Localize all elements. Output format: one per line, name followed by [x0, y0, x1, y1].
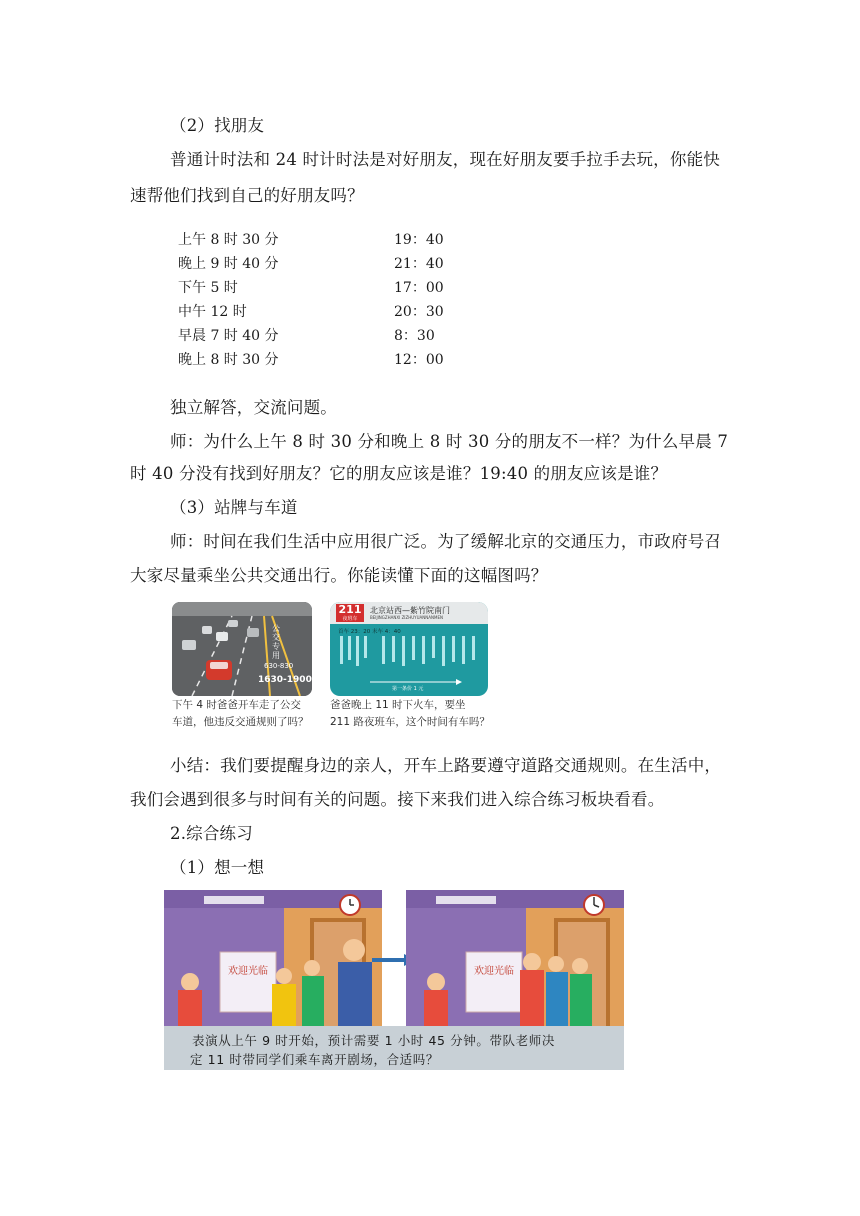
paragraph-summary-line-2: 我们会遇到很多与时间有关的问题。接下来我们进入综合练习板块看看。 — [130, 790, 665, 809]
heading-practice: 2.综合练习 — [170, 824, 253, 843]
pair-row — [178, 228, 458, 252]
bus-fare: 第一条价 1 元 — [392, 686, 424, 692]
time-pairs-table — [178, 228, 458, 372]
caption-road-line-2: 车道，他违反交通规则了吗？ — [172, 716, 309, 728]
heading-bus-sign: （3）站牌与车道 — [170, 498, 298, 517]
bus-stops-pinyin: BEIJINGZHANXI ZIZHUYUANNANMEN — [370, 615, 443, 620]
pair-row — [178, 300, 458, 324]
caption-bus-line-1: 爸爸晚上 11 时下火车，要坐 — [330, 699, 466, 711]
pair-left: 下午 5 时 — [178, 280, 238, 296]
pair-row — [178, 324, 458, 348]
paragraph-intro-line-1: 普通计时法和 24 时计时法是对好朋友，现在好朋友要手拉手去玩，你能快 — [170, 150, 720, 169]
welcome-sign-text: 欢迎光临 — [474, 966, 514, 977]
pair-left: 上午 8 时 30 分 — [178, 232, 279, 248]
pair-left: 晚上 9 时 40 分 — [178, 256, 279, 272]
bus-lane-text: 公交专用 — [272, 624, 280, 660]
pair-right: 20：30 — [394, 304, 444, 320]
bus-route-sub: 夜班车 — [342, 616, 358, 622]
bus-times: 首车 23：20 末车 4：40 — [338, 629, 401, 635]
caption-road-line-1: 下午 4 时爸爸开车走了公交 — [172, 699, 301, 711]
paragraph-teacher-line-2: 时 40 分没有找到好朋友？它的朋友应该是谁？19:40 的朋友应该是谁？ — [130, 464, 668, 483]
bus-route-number-text: 211 — [338, 603, 362, 616]
paragraph-teacher-line-1: 师：为什么上午 8 时 30 分和晚上 8 时 30 分的朋友不一样？为什么早晨 7 — [170, 432, 729, 451]
paragraph-intro-line-2: 速帮他们找到自己的好朋友吗？ — [130, 186, 364, 205]
bus-lane-photo — [172, 602, 312, 696]
pair-left: 中午 12 时 — [178, 304, 247, 320]
pair-row — [178, 348, 458, 372]
pair-row — [178, 252, 458, 276]
pair-left: 早晨 7 时 40 分 — [178, 328, 279, 344]
pair-left: 晚上 8 时 30 分 — [178, 352, 279, 368]
heading-think: （1）想一想 — [170, 858, 265, 877]
pair-right: 8：30 — [394, 328, 435, 344]
pair-right: 17：00 — [394, 280, 444, 296]
scene-caption-box — [164, 1026, 624, 1070]
theater-scene-before — [164, 890, 382, 1026]
paragraph-summary-line-1: 小结：我们要提醒身边的亲人，开车上路要遵守道路交通规则。在生活中， — [170, 756, 722, 775]
pair-right: 19：40 — [394, 232, 444, 248]
heading-find-friends: （2）找朋友 — [170, 116, 265, 135]
scene-caption-line-1: 表演从上午 9 时开始，预计需要 1 小时 45 分钟。带队老师决 — [192, 1033, 555, 1048]
bus-lane-time-2: 1630-1900 — [258, 675, 312, 685]
scene-caption-line-2: 定 11 时带同学们乘车离开剧场，合适吗？ — [190, 1052, 439, 1067]
pair-right: 12：00 — [394, 352, 444, 368]
paragraph-traffic-line-2: 大家尽量乘坐公共交通出行。你能读懂下面的这幅图吗？ — [130, 566, 548, 585]
pair-right: 21：40 — [394, 256, 444, 272]
pair-row — [178, 276, 458, 300]
welcome-sign-text: 欢迎光临 — [228, 966, 268, 977]
bus-lane-time-1: 630-830 — [264, 662, 294, 670]
caption-bus-line-2: 211 路夜班车，这个时间有车吗？ — [330, 716, 490, 728]
bus-stops-title: 北京站西—紫竹院南门 — [370, 606, 450, 615]
paragraph-traffic-line-1: 师：时间在我们生活中应用很广泛。为了缓解北京的交通压力，市政府号召 — [170, 532, 722, 551]
theater-scene-after — [406, 890, 624, 1026]
bus-stop-sign — [330, 602, 488, 696]
paragraph-independent: 独立解答，交流问题。 — [170, 398, 337, 417]
